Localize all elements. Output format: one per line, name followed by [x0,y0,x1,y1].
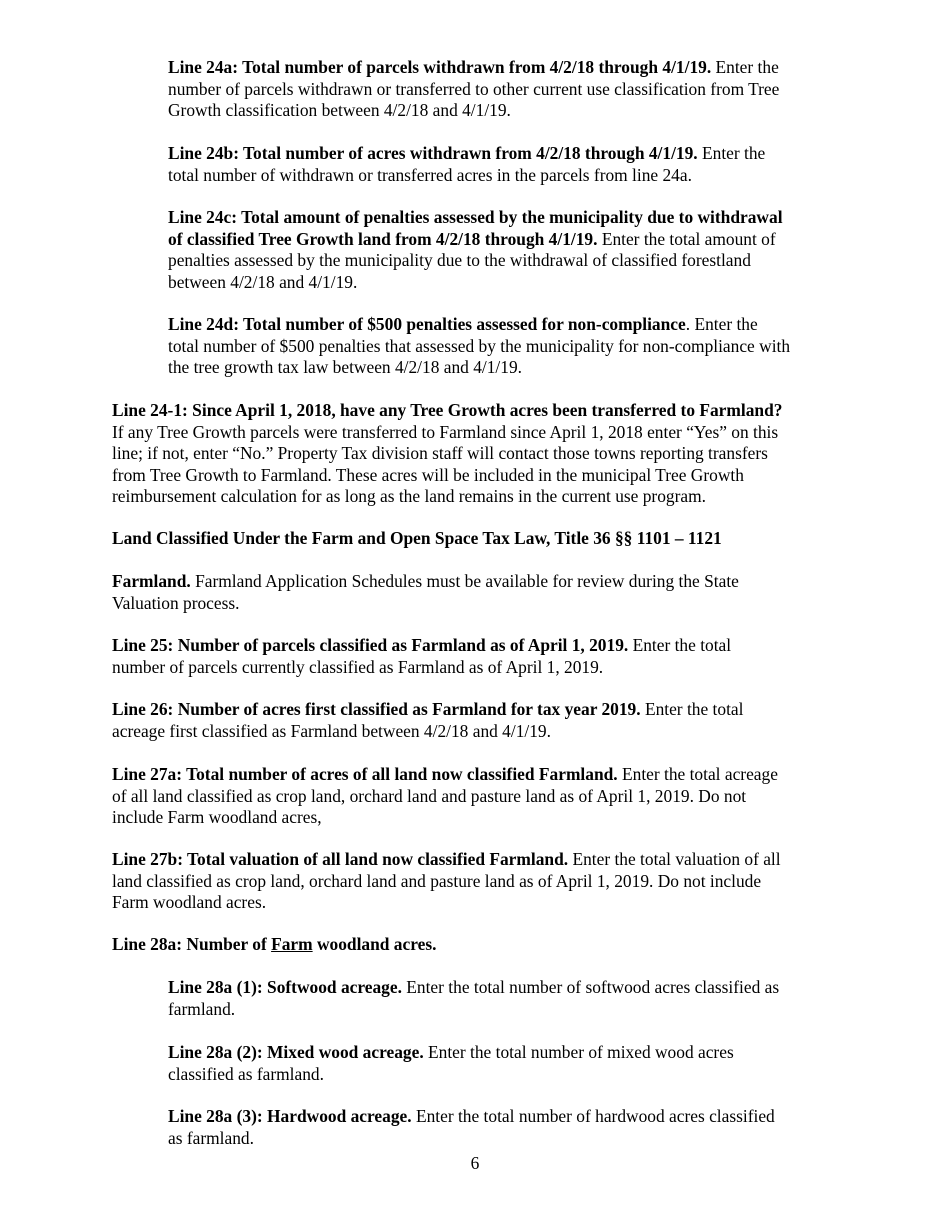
text-line [168,229,783,251]
text-line: Valuation process. [112,592,240,613]
farmland-heading: Farmland. [112,571,191,591]
text-line: If any Tree Growth parcels were transferred to Farmland since April 1, 2018 enter “Yes” on this [112,421,779,442]
farm-open-space-section-heading [112,528,722,550]
line-27a-paragraph [112,764,778,829]
text-span: Enter the total number of mixed wood acres [423,1042,734,1062]
line-24c-heading-cont: of classified Tree Growth land from 4/2/18 through 4/1/19. [168,228,598,249]
text-span: woodland acres. [312,934,437,954]
line-24a-paragraph [168,57,779,122]
text-line: land classified as crop land, orchard land and pasture land as of April 1, 2019. Do not include [112,870,762,891]
text-line: number of parcels withdrawn or transferred to other current use classification from Tree [168,78,780,99]
text-span: Enter the [697,143,766,163]
text-line: include Farm woodland acres, [112,807,322,827]
text-span: Line 28a: Number of [112,934,272,954]
line-28a1-heading: Line 28a (1): Softwood acreage. [168,977,402,997]
text-line [112,528,722,550]
text-line [168,207,783,229]
text-line: reimbursement calculation for as long as the land remains in the current use program. [112,486,706,506]
text-span: Enter the total valuation of all [568,849,781,869]
line-28a2-paragraph [168,1042,734,1085]
text-line: total number of $500 penalties that assessed by the municipality for non-compliance with [168,335,791,356]
text-line [168,143,765,165]
text-line: as farmland. [168,1127,254,1148]
line-26-paragraph [112,699,743,742]
text-line: total number of withdrawn or transferred acres in the parcels from line 24a. [168,164,692,185]
text-span: Enter the total [628,635,732,655]
text-line: the tree growth tax law between 4/2/18 and 4/1/19. [168,357,522,377]
line-24c-heading: Line 24c: Total amount of penalties assessed by the municipality due to withdrawal [168,207,783,227]
text-line [112,849,781,871]
line-24d-heading: Line 24d: Total number of $500 penalties assessed for non-compliance [168,314,686,334]
farmland-paragraph [112,571,739,614]
line-24b-heading: Line 24b: Total number of acres withdrawn from 4/2/18 through 4/1/19. [168,143,698,163]
line-24-1-paragraph [112,400,782,508]
text-span: Farmland Application Schedules must be available for review during the State [190,571,739,591]
line-24b-paragraph [168,143,765,186]
text-line: number of parcels currently classified as Farmland as of April 1, 2019. [112,656,604,677]
text-line: between 4/2/18 and 4/1/19. [168,271,358,292]
text-line: acreage first classified as Farmland between 4/2/18 and 4/1/19. [112,720,551,741]
text-line [112,699,743,721]
text-line [112,934,436,956]
text-line [168,314,790,336]
text-line [168,1106,775,1128]
text-line [112,635,731,657]
line-27a-heading: Line 27a: Total number of acres of all land now classified Farmland. [112,764,618,784]
text-span: Enter the total number of hardwood acres classified [411,1106,775,1126]
text-span: Enter the total [640,699,744,719]
page-number: 6 [470,1153,480,1173]
text-line [112,571,739,593]
line-28a-heading [112,934,436,954]
section-heading-text: Land Classified Under the Farm and Open Space Tax Law, Title 36 §§ 1101 – 1121 [112,528,722,548]
line-24c-paragraph [168,207,783,293]
text-line: Growth classification between 4/2/18 and 4/1/19. [168,100,511,120]
line-24d-paragraph [168,314,790,379]
text-line [168,57,779,79]
line-25-heading: Line 25: Number of parcels classified as Farmland as of April 1, 2019. [112,635,629,655]
line-25-paragraph [112,635,731,678]
line-28a3-heading: Line 28a (3): Hardwood acreage. [168,1106,412,1126]
text-line: line; if not, enter “No.” Property Tax division staff will contact those towns reporting transfers [112,443,768,463]
line-27b-paragraph [112,849,781,914]
text-line: penalties assessed by the municipality due to the withdrawal of classified forestland [168,250,751,270]
text-line [112,764,778,786]
text-line [112,400,782,422]
line-27b-heading: Line 27b: Total valuation of all land now classified Farmland. [112,849,569,869]
text-line [168,977,779,999]
text-line: of all land classified as crop land, orchard land and pasture land as of April 1, 2019. Do not [112,785,747,806]
line-28a3-paragraph [168,1106,775,1149]
text-span: Enter the total amount of [597,228,776,249]
text-line: from Tree Growth to Farmland. These acres will be included in the municipal Tree Growth [112,464,744,485]
text-span: Enter the total acreage [617,764,778,784]
text-span: Enter the [711,57,779,77]
text-span: Enter the total number of softwood acres classified as [401,977,780,997]
line-28a-heading-paragraph [112,934,436,956]
text-line: classified as farmland. [168,1063,324,1084]
farm-underlined: Farm [271,934,313,954]
line-24-1-heading: Line 24-1: Since April 1, 2018, have any Tree Growth acres been transferred to Farmland? [112,400,783,420]
line-28a1-paragraph [168,977,779,1020]
line-24a-heading: Line 24a: Total number of parcels withdrawn from 4/2/18 through 4/1/19. [168,57,712,77]
text-line: farmland. [168,998,236,1019]
line-28a2-heading: Line 28a (2): Mixed wood acreage. [168,1042,424,1062]
line-26-heading: Line 26: Number of acres first classified as Farmland for tax year 2019. [112,699,641,719]
text-span: . Enter the [685,314,758,334]
text-line: Farm woodland acres. [112,892,267,912]
text-line [168,1042,734,1064]
